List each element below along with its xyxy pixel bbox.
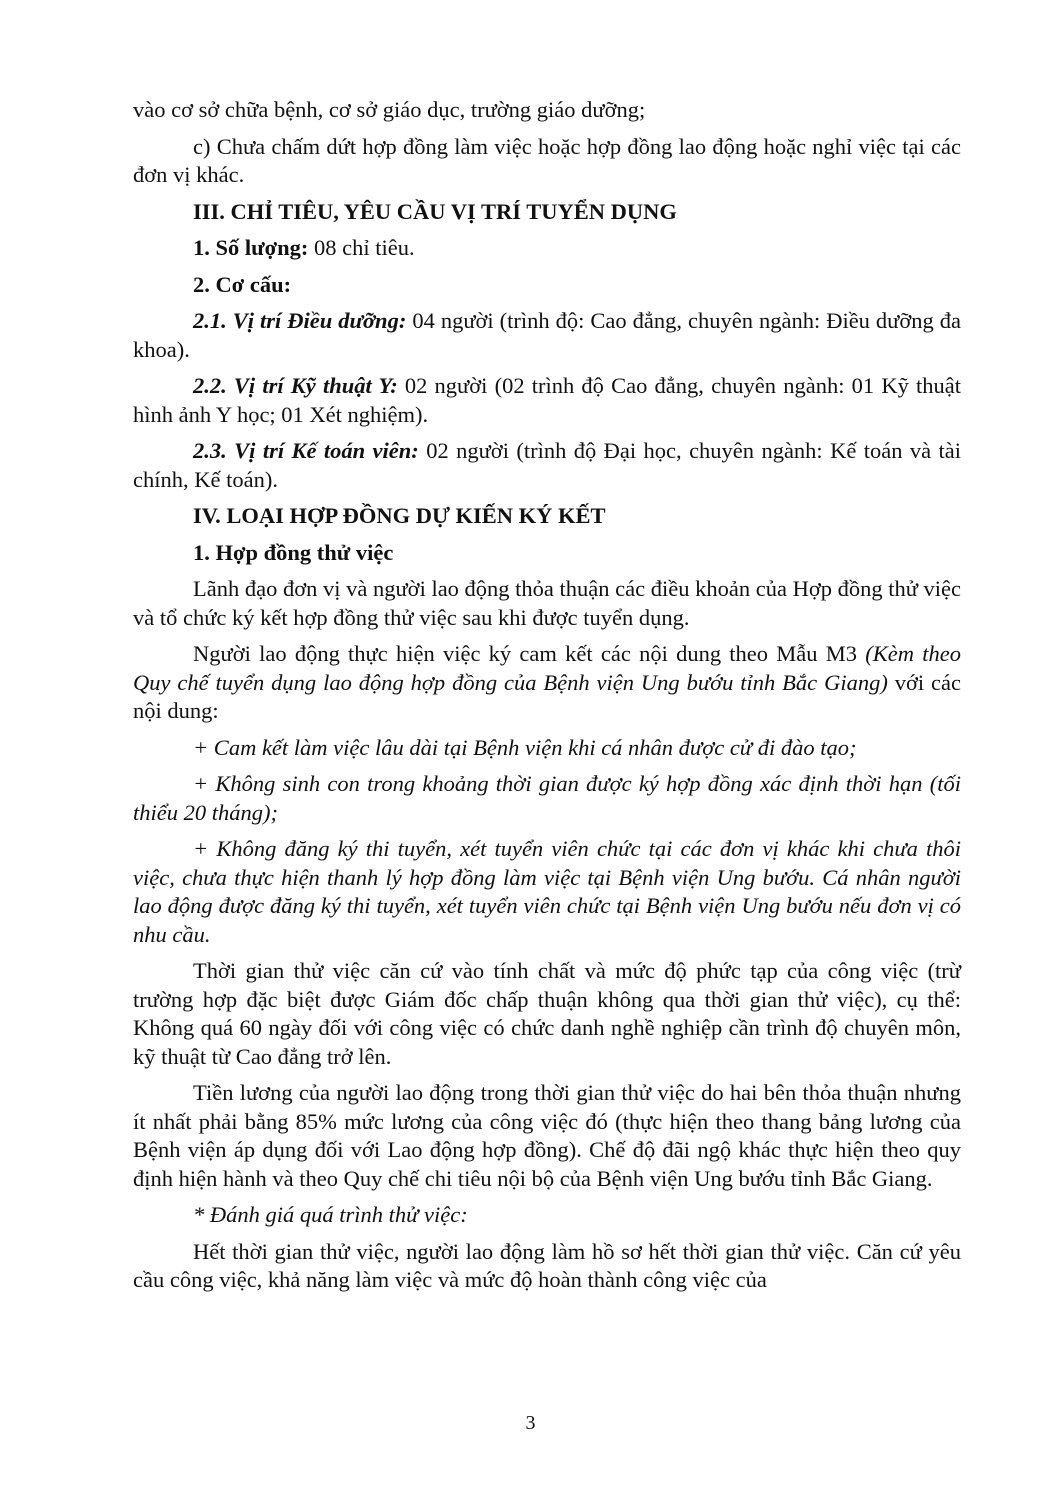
commitment-item-2: + Không sinh con trong khoảng thời gian được ký hợp đồng xác định thời hạn (tối thiểu 20 tháng); — [133, 771, 961, 825]
quantity-paragraph — [133, 234, 961, 263]
position-nursing-label: 2.1. Vị trí Điều dưỡng: — [193, 308, 407, 333]
commitment-text-c: với các nội dung: — [133, 669, 962, 723]
position-nursing — [133, 307, 961, 364]
position-nursing-text: 04 người (trình độ: Cao đẳng, chuyên ngành: Điều dưỡng đa khoa). — [133, 308, 962, 362]
position-medical-tech — [133, 372, 961, 429]
evaluation-heading: * Đánh giá quá trình thử việc: — [193, 1202, 468, 1227]
commitment-text-b: (Kèm theo Quy chế tuyển dụng lao động hợp đồng của Bệnh viện Ung bướu tỉnh Bắc Giang) — [133, 641, 961, 695]
position-accountant — [133, 437, 961, 494]
subheading-probation-contract: 1. Hợp đồng thử việc — [193, 539, 394, 565]
quantity-label: 1. Số lượng: — [193, 235, 309, 260]
paragraph-continuation: vào cơ sở chữa bệnh, cơ sở giáo dục, trường giáo dưỡng; — [133, 97, 646, 122]
position-medical-tech-text: 02 người (02 trình độ Cao đẳng, chuyên ngành: 01 Kỹ thuật hình ảnh Y học; 01 Xét nghiệm). — [133, 373, 961, 427]
position-accountant-text: 02 người (trình độ Đại học, chuyên ngành: Kế toán và tài chính, Kế toán). — [133, 438, 962, 492]
structure-label: 2. Cơ cấu: — [193, 271, 292, 297]
paragraph-probation-salary: Tiền lương của người lao động trong thời gian thử việc do hai bên thỏa thuận nhưng ít nhất phải bằng 85% mức lương của công việc đó (thực hiện theo thang bảng lương của Bệnh viện áp dụng đối với Lao động hợp đồng). Chế độ đãi ngộ khác thực hiện theo quy định hiện hành và theo Quy chế chi tiêu nội bộ của Bệnh viện Ung bướu tỉnh Bắc Giang. — [133, 1080, 961, 1191]
position-medical-tech-label: 2.2. Vị trí Kỹ thuật Y: — [193, 373, 398, 398]
commitment-item-3: + Không đăng ký thi tuyển, xét tuyển viên chức tại các đơn vị khác khi chưa thôi việc, chưa thực hiện thanh lý hợp đồng làm việc tại Bệnh viện Ung bướu. Cá nhân người lao động được đăng ký thi tuyển, xét tuyển viên chức tại Bệnh viện Ung bướu nếu đơn vị có nhu cầu. — [133, 836, 961, 947]
paragraph-agreement: Lãnh đạo đơn vị và người lao động thỏa thuận các điều khoản của Hợp đồng thử việc và tổ chức ký kết hợp đồng thử việc sau khi được tuyển dụng. — [133, 576, 962, 630]
paragraph-item-c: c) Chưa chấm dứt hợp đồng làm việc hoặc hợp đồng lao động hoặc nghỉ việc tại các đơn vị khác. — [133, 133, 961, 187]
paragraph-probation-time: Thời gian thử việc căn cứ vào tính chất và mức độ phức tạp của công việc (trừ trường hợp đặc biệt được Giám đốc chấp thuận không qua thời gian thử việc), cụ thể: Không quá 60 ngày đối với công việc có chức danh nghề nghiệp cần trình độ chuyên môn, kỹ thuật từ Cao đẳng trở lên. — [133, 958, 961, 1069]
section-heading-iii: III. CHỈ TIÊU, YÊU CẦU VỊ TRÍ TUYỂN DỤNG — [193, 198, 677, 224]
position-accountant-label: 2.3. Vị trí Kế toán viên: — [193, 438, 419, 463]
paragraph-evaluation: Hết thời gian thử việc, người lao động làm hồ sơ hết thời gian thử việc. Căn cứ yêu cầu công việc, khả năng làm việc và mức độ hoàn thành công việc của — [133, 1238, 961, 1292]
paragraph-commitment — [133, 640, 961, 726]
quantity-text: 08 chỉ tiêu. — [308, 235, 415, 260]
commitment-text-a: Người lao động thực hiện việc ký cam kết các nội dung theo Mẫu M3 — [193, 641, 866, 666]
page-number: 3 — [525, 1412, 536, 1434]
document-body — [133, 96, 961, 1295]
commitment-item-1: + Cam kết làm việc lâu dài tại Bệnh viện khi cá nhân được cử đi đào tạo; — [193, 734, 857, 760]
section-heading-iv: IV. LOẠI HỢP ĐỒNG DỰ KIẾN KÝ KẾT — [193, 503, 606, 528]
